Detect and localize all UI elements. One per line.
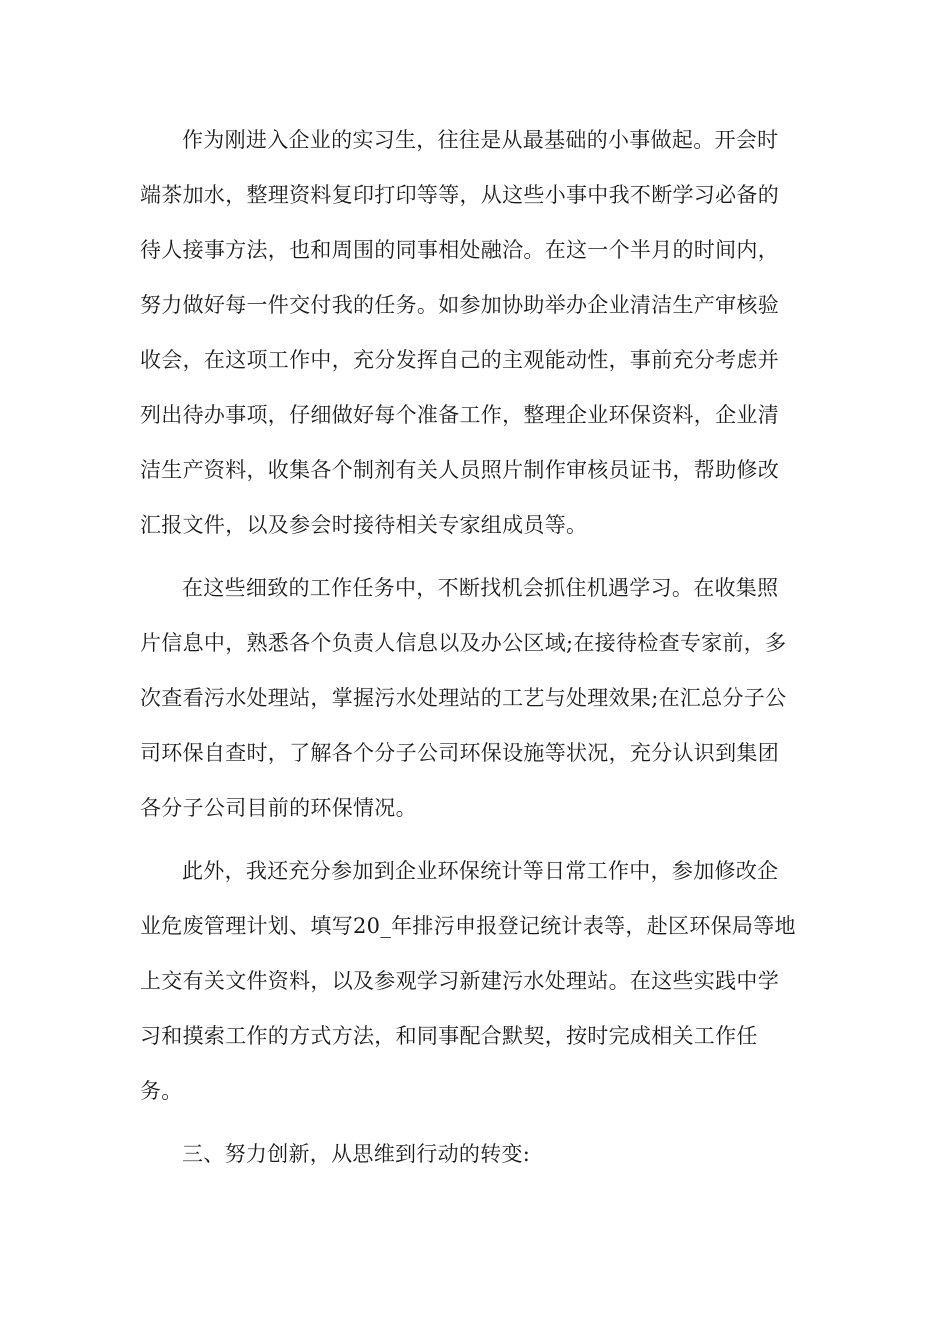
paragraph-3-line-5: 务。 xyxy=(140,1079,183,1103)
paragraph-2-line-3: 次查看污水处理站，掌握污水处理站的工艺与处理效果;在汇总分子公 xyxy=(140,686,787,710)
section-heading: 三、努力创新，从思维到行动的转变: xyxy=(182,1142,531,1166)
paragraph-3-line-4: 习和摸索工作的方式方法，和同事配合默契，按时完成相关工作任 xyxy=(140,1024,758,1048)
paragraph-3-line-1: 此外，我还充分参加到企业环保统计等日常工作中，参加修改企 xyxy=(182,859,779,883)
paragraph-1-line-4: 努力做好每一件交付我的任务。如参加协助举办企业清洁生产审核验 xyxy=(140,293,779,317)
paragraph-2-line-4: 司环保自查时，了解各个分子公司环保设施等状况，充分认识到集团 xyxy=(140,741,779,765)
paragraph-3-line-3: 上交有关文件资料，以及参观学习新建污水处理站。在这些实践中学 xyxy=(140,969,779,993)
paragraph-2-line-1: 在这些细致的工作任务中，不断找机会抓住机遇学习。在收集照 xyxy=(182,576,779,600)
paragraph-1-line-6: 列出待办事项，仔细做好每个准备工作，整理企业环保资料，企业清 xyxy=(140,403,779,427)
paragraph-1-line-1: 作为刚进入企业的实习生，往往是从最基础的小事做起。开会时 xyxy=(182,128,779,152)
paragraph-2-line-2: 片信息中，熟悉各个负责人信息以及办公区域;在接待检查专家前，多 xyxy=(140,631,787,655)
paragraph-1-line-2: 端茶加水，整理资料复印打印等等，从这些小事中我不断学习必备的 xyxy=(140,183,779,207)
paragraph-1-line-5: 收会，在这项工作中，充分发挥自己的主观能动性，事前充分考虑并 xyxy=(140,348,779,372)
paragraph-2-line-5: 各分子公司目前的环保情况。 xyxy=(140,796,417,820)
paragraph-1-line-7: 洁生产资料，收集各个制剂有关人员照片制作审核员证书，帮助修改 xyxy=(140,458,779,482)
paragraph-1-line-8: 汇报文件，以及参会时接待相关专家组成员等。 xyxy=(140,513,588,537)
paragraph-3-line-2: 业危废管理计划、填写20_年排污申报登记统计表等，赴区环保局等地 xyxy=(140,914,796,938)
paragraph-1-line-3: 待人接事方法，也和周围的同事相处融洽。在这一个半月的时间内， xyxy=(140,238,779,262)
